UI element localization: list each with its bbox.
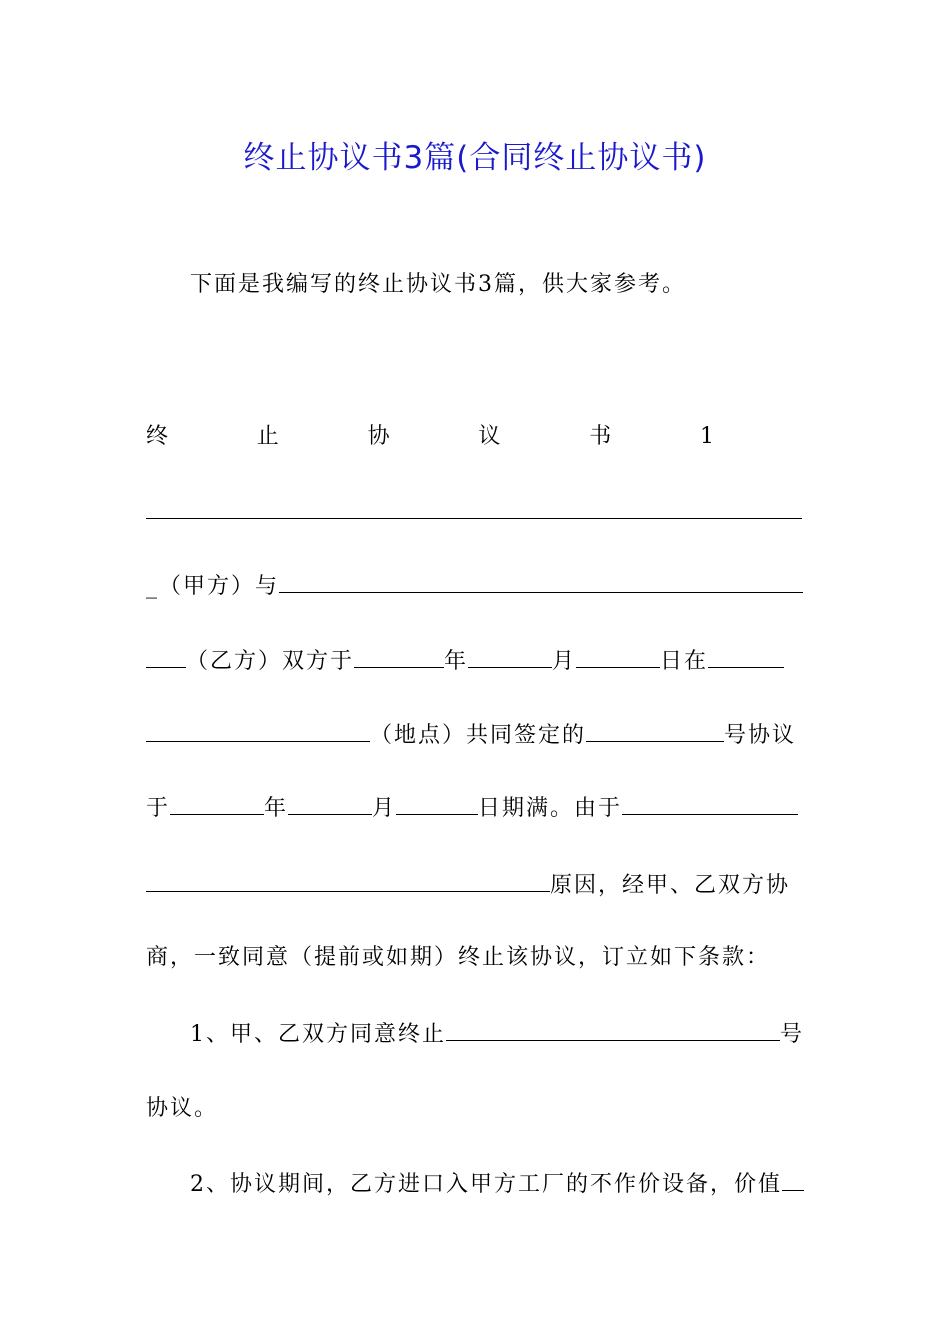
blank-field (446, 1018, 780, 1041)
text-run: 日期满。由于 (478, 796, 623, 821)
party-a-label: _（甲方）与 (146, 574, 280, 599)
text-run: 号协议 (724, 723, 797, 748)
expiry-line (146, 792, 806, 824)
heading-char: 协 (367, 424, 390, 449)
blank-field (622, 792, 798, 815)
blank-field (354, 645, 444, 668)
heading-char: 书 (589, 424, 612, 449)
blank-field (708, 645, 784, 668)
clause-2 (190, 1168, 806, 1200)
place-line (146, 719, 806, 751)
blank-field (279, 570, 803, 593)
heading-char: 止 (256, 424, 279, 449)
blank-field (288, 792, 372, 815)
blank-field (782, 1168, 804, 1191)
blank-field (146, 869, 550, 892)
blank-rule (146, 518, 802, 519)
blank-field (146, 645, 186, 668)
text-run: 于 (146, 796, 171, 821)
intro-paragraph: 下面是我编写的终止协议书3篇，供大家参考。 (190, 272, 686, 297)
party-line (146, 570, 806, 602)
clause-1 (190, 1018, 806, 1050)
agreement-line: 商，一致同意（提前或如期）终止该协议，订立如下条款： (146, 945, 771, 970)
text-run: （地点）共同签定的 (370, 723, 587, 748)
text-run: 原因，经甲、乙双方协 (550, 873, 791, 898)
heading-char: 终 (146, 424, 169, 449)
heading-char: 议 (478, 424, 501, 449)
blank-field (170, 792, 264, 815)
document-title: 终止协议书3篇(合同终止协议书) (243, 140, 707, 176)
text-run: （乙方）双方于 (186, 649, 355, 674)
text-run: 1、甲、乙双方同意终止 (190, 1022, 446, 1047)
text-run: 年 (444, 649, 469, 674)
reason-line (146, 869, 806, 901)
text-run: 号 (780, 1022, 805, 1047)
text-run: 月 (372, 796, 397, 821)
text-run: 日在 (660, 649, 709, 674)
blank-field (586, 719, 724, 742)
section-heading (146, 422, 714, 452)
text-run: 2、协议期间，乙方进口入甲方工厂的不作价设备，价值 (190, 1172, 782, 1197)
blank-field (576, 645, 660, 668)
date-line (146, 645, 806, 677)
clause-1-continued: 协议。 (146, 1096, 219, 1121)
heading-char: 1 (699, 424, 714, 449)
text-run: 年 (264, 796, 289, 821)
blank-field (146, 719, 370, 742)
blank-field (468, 645, 552, 668)
text-run: 月 (552, 649, 577, 674)
blank-field (396, 792, 478, 815)
